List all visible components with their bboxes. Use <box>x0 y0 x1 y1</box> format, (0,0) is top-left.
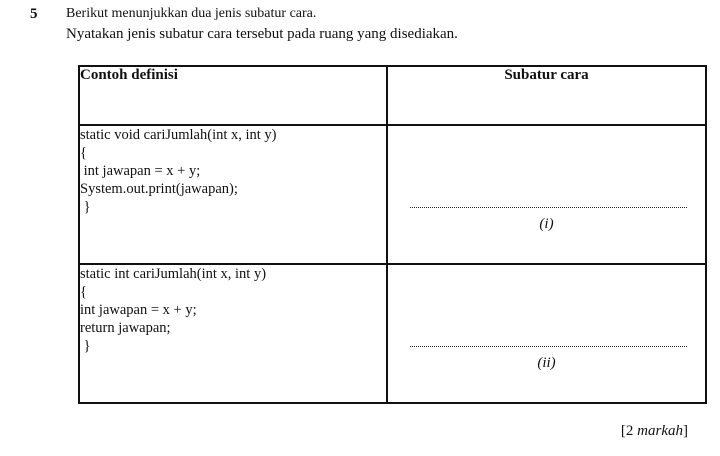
code-example-2 <box>79 264 387 403</box>
marks-label <box>621 423 688 440</box>
question-intro-line-2: Nyatakan jenis subatur cara tersebut pada ruang yang disediakan. <box>66 26 458 42</box>
code-line: int jawapan = x + y; <box>80 163 201 179</box>
code-line: } <box>80 338 91 354</box>
code-line: static int cariJumlah(int x, int y) <box>80 266 267 282</box>
answer-cell-2[interactable] <box>387 264 706 403</box>
header-subatur-cara: Subatur cara <box>387 66 706 125</box>
subroutine-table <box>78 65 707 404</box>
question-intro-line-1: Berikut menunjukkan dua jenis subatur cara. <box>66 6 317 21</box>
table-row-1 <box>79 125 706 264</box>
code-line: int jawapan = x + y; <box>80 302 197 318</box>
answer-dotted-line <box>410 207 687 208</box>
code-line: static void cariJumlah(int x, int y) <box>80 127 277 143</box>
table-row-2 <box>79 264 706 403</box>
code-line: return jawapan; <box>80 320 171 336</box>
question-number: 5 <box>30 6 38 22</box>
answer-cell-1[interactable] <box>387 125 706 264</box>
marks-open: [2 <box>620 423 638 439</box>
marks-word: markah <box>637 423 683 439</box>
code-line: { <box>80 145 87 161</box>
marks-close: ] <box>683 423 688 439</box>
answer-label-i: (i) <box>539 216 554 232</box>
header-contoh-definisi: Contoh definisi <box>79 66 387 125</box>
code-line: } <box>80 199 91 215</box>
answer-dotted-line <box>410 346 687 347</box>
code-line: { <box>80 284 87 300</box>
code-line: System.out.print(jawapan); <box>80 181 238 197</box>
answer-label-ii: (ii) <box>537 355 556 371</box>
table-header-row <box>79 66 706 125</box>
code-example-1 <box>79 125 387 264</box>
